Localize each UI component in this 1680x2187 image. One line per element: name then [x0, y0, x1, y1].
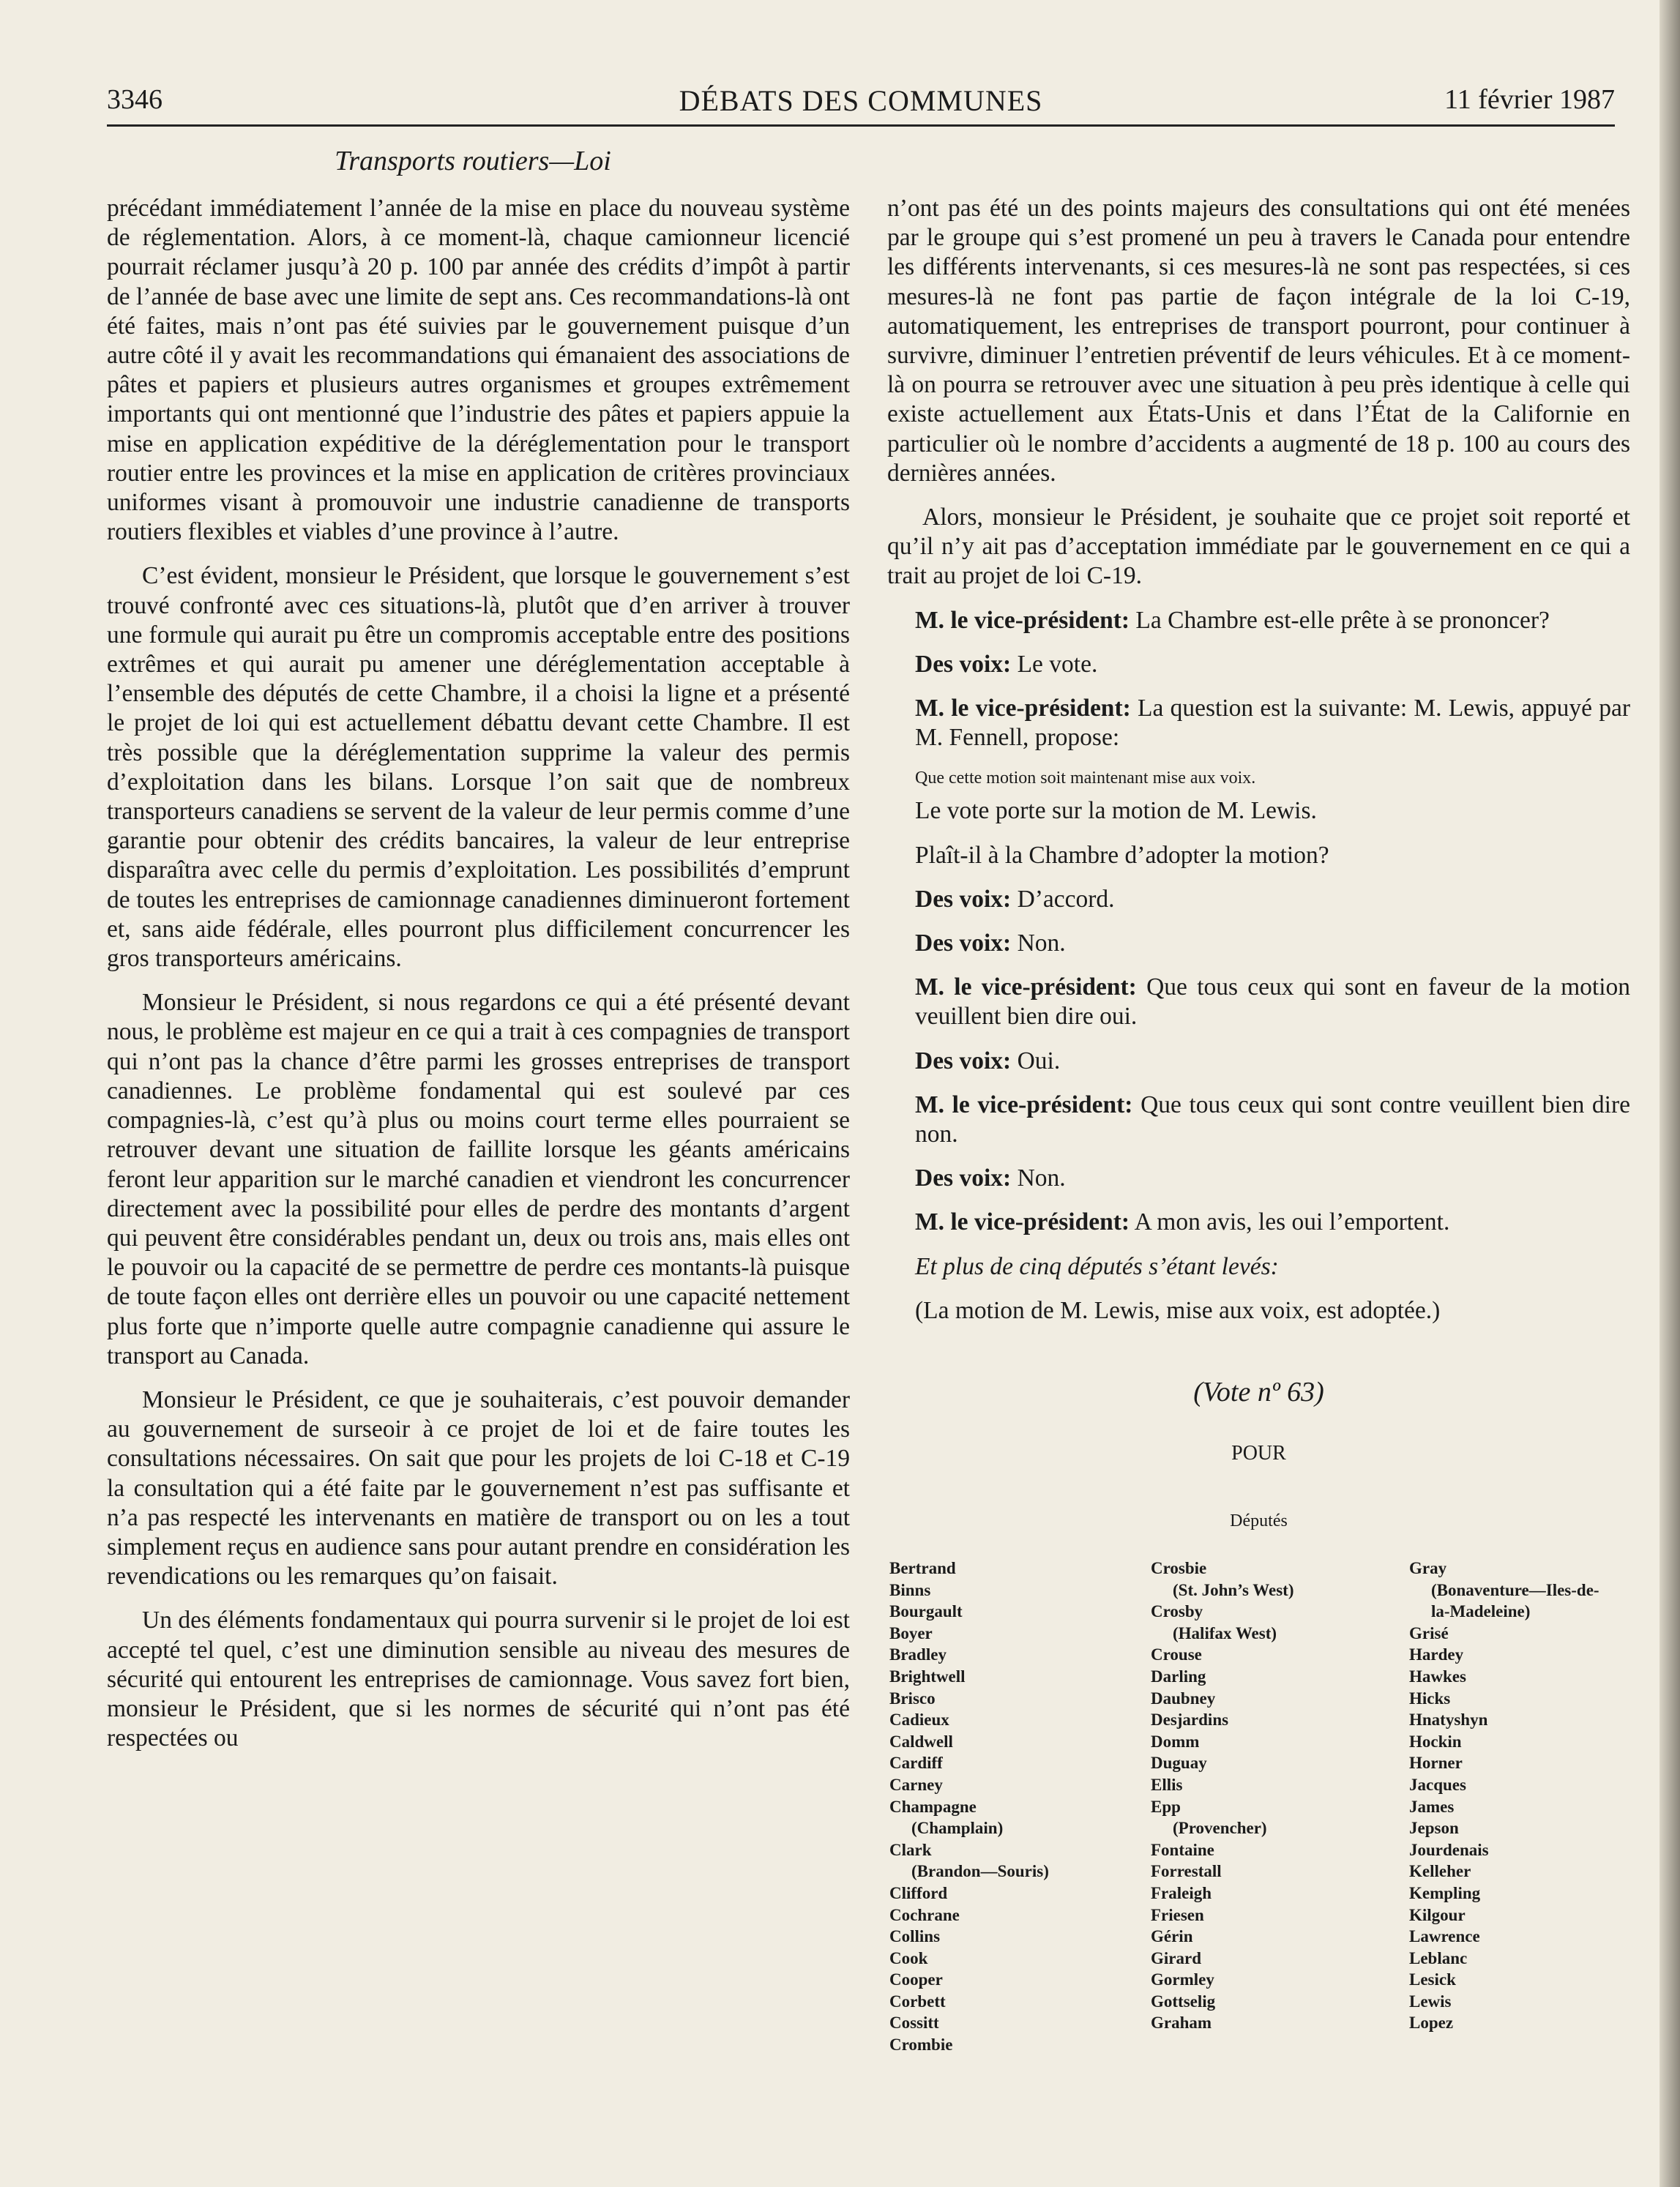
- speech-text: Le vote porte sur la motion de M. Lewis.: [915, 797, 1317, 825]
- member-name: Crosbie: [1151, 1559, 1207, 1577]
- member-name: Clark: [889, 1840, 932, 1859]
- speech-turn: [887, 1047, 1630, 1076]
- member-name: Graham: [1151, 2014, 1212, 2033]
- speech-text: D’accord.: [1017, 885, 1115, 913]
- member-name: Lesick: [1409, 1970, 1456, 1989]
- member-riding: (Provencher): [1173, 1819, 1267, 1838]
- vote-pour-heading: POUR: [1231, 1442, 1286, 1465]
- member-name: Grisé: [1409, 1623, 1449, 1642]
- paragraph: Alors, monsieur le Président, je souhaite que ce projet soit reporté et qu’il n’y ait pas d’acceptation immédiate par le gouvernement en ce qui a trait au projet de loi C-19.: [887, 504, 1630, 590]
- speech-turn: [887, 1208, 1630, 1237]
- member-name: Daubney: [1151, 1689, 1216, 1708]
- member-name: Epp: [1151, 1797, 1181, 1816]
- speaker: M. le vice-président:: [915, 606, 1130, 634]
- member-name: Hardey: [1409, 1645, 1464, 1664]
- speaker: Des voix:: [915, 1047, 1012, 1074]
- paragraph: précédant immédiatement l’année de la mise en place du nouveau système de réglementation. Alors, à ce moment-là, chaque camionneur licencié pourrait réclamer jusqu’à 20 p. 100 par année des crédits d’impôt à partir de l’année de base avec une limite de sept ans. Ces recommandations-là ont été faites, mais n’ont pas été suivies par le gouvernement puisque d’un autre côté il y avait les recommandations qui émanaient des associations de pâtes et papiers et plusieurs autres organismes et groupes extrêmement importants qui ont mentionné que l’industrie des pâtes et papiers appuie la mise en application expéditive de la déréglementation pour le transport routier entre les provinces et la mise en application de critères provinciaux uniformes visant à promouvoir une industrie canadienne de transports routiers flexibles et viables d’une province à l’autre.: [107, 195, 850, 546]
- member-name: Gormley: [1151, 1970, 1214, 1989]
- paragraph: n’ont pas été un des points majeurs des consultations qui ont été menées par le groupe qui s’est promené un peu à travers le Canada pour entendre les différents intervenants, si ces mesures-là ne sont pas respectées, si ces mesures-là ne font pas partie de façon intégrale de la loi C-19, automatiquement, les entreprises de transport pourront, pour continuer à survivre, diminuer l’entretien préventif de leurs véhicules. Et à ce moment-là on pourra se retrouver avec une situation à peu près identique à celle qui existe actuellement aux États-Unis et dans l’État de la Californie en particulier où le nombre d’accidents a augmenté de 18 p. 100 au cours des dernières années.: [887, 195, 1630, 487]
- speech-text: A mon avis, les oui l’emportent.: [1134, 1208, 1450, 1236]
- member-name: Corbett: [889, 1992, 946, 2011]
- member-name: Gottselig: [1151, 1992, 1216, 2011]
- member-name: Gérin: [1151, 1927, 1193, 1946]
- paragraph: Monsieur le Président, si nous regardons ce qui a été présenté devant nous, le problème est majeur en ce qui a trait à ces compagnies de transport qui n’ont pas la chance d’être parmi les grosses entreprises de transport canadiennes. Le problème fondamental qui est soulevé par ces compagnies-là, c’est qu’à plus ou moins court terme elles pourraient se retrouver devant une situation de faillite lorsque les géants américains feront leur apparition sur le marché canadien et viendront les concurrencer directement avec la possibilité pour elles de perdre des montants d’argent qui peuvent être considérables pendant un, deux ou trois ans, mais elles ont le pouvoir ou la capacité de se permettre de perdre ces montants-là puisque de toute façon elles ont derrière elles un pouvoir ou une capacité nettement plus forte que n’importe quelle autre compagnie canadienne qui assure le transport au Canada.: [107, 989, 850, 1369]
- member-name: Jourdenais: [1409, 1840, 1489, 1859]
- member-name: Fraleigh: [1151, 1883, 1212, 1902]
- vote-deputes-heading: Députés: [1230, 1511, 1288, 1530]
- member-name: Hockin: [1409, 1732, 1462, 1751]
- member-riding: (Halifax West): [1173, 1623, 1277, 1642]
- member-name: Bradley: [889, 1645, 947, 1664]
- motion-text: Que cette motion soit maintenant mise aux voix.: [915, 769, 1256, 788]
- speech-text: La question est la suivante: M. Lewis, appuyé par M. Fennell, propose:: [915, 695, 1631, 752]
- member-name: Caldwell: [889, 1732, 953, 1751]
- member-name: Hnatyshyn: [1409, 1711, 1488, 1730]
- page-number: 3346: [107, 84, 163, 115]
- member-name: Darling: [1151, 1667, 1206, 1686]
- member-name: Leblanc: [1409, 1948, 1468, 1967]
- speech-turn: [887, 929, 1630, 958]
- vote-names-column-1: [889, 1558, 1049, 2056]
- member-name: Jacques: [1409, 1775, 1466, 1794]
- member-name: Horner: [1409, 1754, 1463, 1773]
- member-name: Crombie: [889, 2035, 953, 2055]
- vote-title: (Vote nº 63): [1193, 1377, 1324, 1407]
- member-name: Carney: [889, 1775, 943, 1794]
- member-name: Crouse: [1151, 1645, 1202, 1664]
- speech-turn: [887, 1164, 1630, 1193]
- member-name: Collins: [889, 1927, 941, 1946]
- speech-turn: [887, 885, 1630, 914]
- member-name: Duguay: [1151, 1754, 1207, 1773]
- member-name: Jepson: [1409, 1819, 1459, 1838]
- speaker: M. le vice-président:: [915, 1091, 1133, 1118]
- member-name: Lewis: [1409, 1992, 1452, 2011]
- member-name: Friesen: [1151, 1905, 1204, 1924]
- member-name: Lawrence: [1409, 1927, 1480, 1946]
- speech-turn: [887, 973, 1630, 1031]
- member-name: Clifford: [889, 1883, 948, 1902]
- member-name: Lopez: [1409, 2014, 1454, 2033]
- speech-text: Que tous ceux qui sont en faveur de la motion veuillent bien dire oui.: [915, 973, 1631, 1031]
- speech-turn: [887, 694, 1630, 752]
- member-name: Girard: [1151, 1948, 1201, 1967]
- page-header: [107, 81, 1615, 127]
- member-name: Domm: [1151, 1732, 1200, 1751]
- member-name: Brisco: [889, 1689, 936, 1708]
- member-name: Ellis: [1151, 1775, 1183, 1794]
- journal-title: DÉBATS DES COMMUNES: [679, 84, 1043, 117]
- speech-text: Oui.: [1017, 1047, 1061, 1074]
- member-name: Boyer: [889, 1623, 933, 1642]
- speech-turn: [887, 606, 1630, 635]
- vote-names-column-3: [1409, 1558, 1599, 2034]
- speaker: M. le vice-président:: [915, 973, 1137, 1001]
- paragraph: C’est évident, monsieur le Président, que lorsque le gouvernement s’est trouvé confronté avec ces situations-là, plutôt que d’en arriver à trouver une formule qui aurait pu être un compromis acceptable entre des positions extrêmes et qui aurait pu amener une déréglementation acceptable à l’ensemble des députés de cette Chambre, il a choisi la ligne et a présenté le projet de loi qui est actuellement débattu devant cette Chambre. Il est très possible que la déréglementation supprime la valeur des permis d’exploitation dans les bilans. Lorsque l’on sait que de nombreux transporteurs canadiens se servent de la valeur de leur permis comme d’une garantie pour obtenir des crédits bancaires, la valeur de leur entreprise disparaîtra avec celle du permis d’exploitation. Les possibilités d’emprunt de toutes les entreprises de camionnage canadiennes diminueront fortement et, sans aide fédérale, elles pourront plus difficilement concurrencer les gros transporteurs américains.: [107, 562, 850, 973]
- speech-text: Non.: [1017, 1164, 1066, 1192]
- member-name: Kilgour: [1409, 1905, 1466, 1924]
- member-riding: (Brandon—Souris): [911, 1862, 1049, 1881]
- paragraph: Monsieur le Président, ce que je souhaiterais, c’est pouvoir demander au gouvernement de surseoir à ce projet de loi et de faire toutes les consultations nécessaires. On sait que pour les projets de loi C-18 et C-19 la consultation qui a été faite par le gouvernement n’est pas suffisante et n’a pas respecté les intervenants en matière de transport ou on les a tout simplement reçus en audience sans pour autant prendre en considération les revendications ou les remarques qu’on faisait.: [107, 1386, 850, 1590]
- speech-text: Non.: [1017, 930, 1066, 957]
- member-name: Hicks: [1409, 1689, 1451, 1708]
- member-name: Cardiff: [889, 1754, 943, 1773]
- speech-turn: [887, 1091, 1630, 1149]
- member-name: Binns: [889, 1580, 931, 1599]
- member-name: Brightwell: [889, 1667, 966, 1686]
- member-riding: (St. John’s West): [1173, 1580, 1294, 1599]
- member-name: Cossitt: [889, 2014, 939, 2033]
- member-name: Cooper: [889, 1970, 943, 1989]
- member-name: Kelleher: [1409, 1862, 1471, 1881]
- speech-text: La Chambre est-elle prête à se prononcer?: [1135, 606, 1550, 634]
- speech-text: Que tous ceux qui sont contre veuillent bien dire non.: [915, 1091, 1631, 1148]
- page-date: 11 février 1987: [1444, 84, 1615, 115]
- member-name: Cook: [889, 1948, 928, 1967]
- speaker: M. le vice-président:: [915, 1208, 1130, 1236]
- left-column: [107, 194, 850, 1768]
- speech-text: Plaît-il à la Chambre d’adopter la motion?: [915, 841, 1329, 869]
- speaker: M. le vice-président:: [915, 695, 1131, 722]
- speaker: Des voix:: [915, 1164, 1012, 1192]
- motion-result: (La motion de M. Lewis, mise aux voix, est adoptée.): [915, 1296, 1441, 1324]
- vote-names-column-2: [1151, 1558, 1294, 2034]
- speaker: Des voix:: [915, 885, 1012, 913]
- member-name: Cochrane: [889, 1905, 960, 1924]
- speaker: Des voix:: [915, 650, 1012, 678]
- member-name: Cadieux: [889, 1711, 949, 1730]
- member-name: Kempling: [1409, 1883, 1481, 1902]
- stage-direction: Et plus de cinq députés s’étant levés:: [915, 1252, 1279, 1280]
- right-column: [887, 194, 1630, 1340]
- member-riding: (Champlain): [911, 1819, 1004, 1838]
- member-name: Fontaine: [1151, 1840, 1214, 1859]
- member-name: Crosby: [1151, 1602, 1203, 1621]
- member-name: Bourgault: [889, 1602, 963, 1621]
- member-name: Gray: [1409, 1559, 1447, 1577]
- member-name: Desjardins: [1151, 1711, 1229, 1730]
- member-name: James: [1409, 1797, 1455, 1816]
- speech-text: Le vote.: [1017, 650, 1098, 678]
- speech-turn: [887, 650, 1630, 679]
- speaker: Des voix:: [915, 930, 1012, 957]
- member-name: Forrestall: [1151, 1862, 1222, 1881]
- member-name: Champagne: [889, 1797, 977, 1816]
- member-riding: la-Madeleine): [1431, 1602, 1531, 1621]
- member-name: Bertrand: [889, 1559, 956, 1577]
- running-title: Transports routiers—Loi: [335, 146, 611, 176]
- member-riding: (Bonaventure—Iles-de-: [1431, 1580, 1599, 1599]
- page-edge-shadow: [1660, 0, 1680, 2187]
- paragraph: Un des éléments fondamentaux qui pourra survenir si le projet de loi est accepté tel quel, c’est une diminution sensible au niveau des mesures de sécurité qui entourent les entreprises de camionnage. Vous savez fort bien, monsieur le Président, que si les normes de sécurité qui n’ont pas été respectées ou: [107, 1607, 850, 1752]
- member-name: Hawkes: [1409, 1667, 1466, 1686]
